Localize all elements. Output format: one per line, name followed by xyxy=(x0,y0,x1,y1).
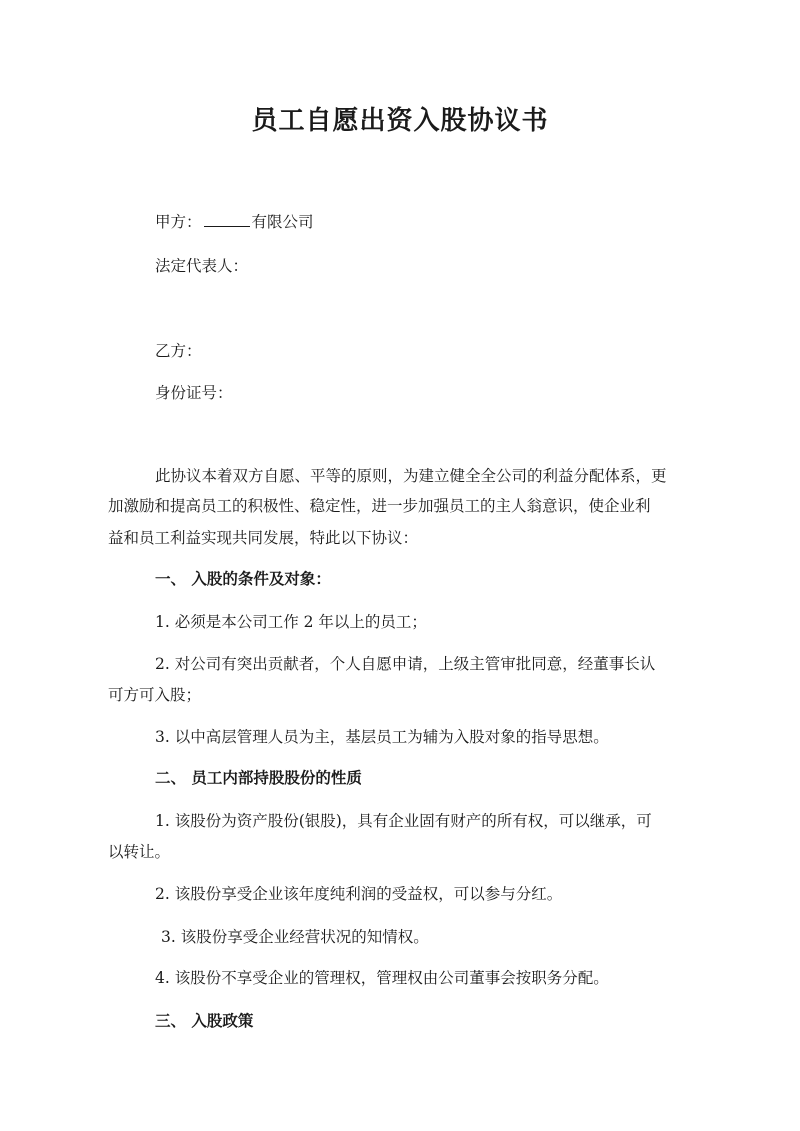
section-1-item-1: 1. 必须是本公司工作 2 年以上的员工； xyxy=(155,613,427,631)
section-1-heading: 一、 入股的条件及对象： xyxy=(155,569,331,588)
intro-line-3: 益和员工利益实现共同发展，特此以下协议： xyxy=(108,529,419,547)
section-2-item-1-line-2: 以转让。 xyxy=(108,843,171,861)
section-1-item-2-line-1: 2. 对公司有突出贡献者，个人自愿申请，上级主管审批同意，经董事长认 xyxy=(155,655,656,673)
document-title: 员工自愿出资入股协议书 xyxy=(251,106,549,136)
party-a-suffix: 有限公司 xyxy=(251,213,314,231)
section-2-heading: 二、 员工内部持股股份的性质 xyxy=(155,768,362,787)
section-2-item-4: 4. 该股份不享受企业的管理权，管理权由公司董事会按职务分配。 xyxy=(155,969,609,987)
party-a-label: 甲方： xyxy=(155,213,202,231)
section-2-item-3: 3. 该股份享受企业经营状况的知情权。 xyxy=(161,928,429,946)
intro-line-1: 此协议本着双方自愿、平等的原则，为建立健全全公司的利益分配体系，更 xyxy=(155,467,667,485)
party-a-blank xyxy=(204,212,250,227)
intro-line-2: 加激励和提高员工的积极性、稳定性，进一步加强员工的主人翁意识，使企业利 xyxy=(108,497,651,515)
legal-rep-line: 法定代表人： xyxy=(155,257,249,275)
section-2-item-1-line-1: 1. 该股份为资产股份(银股)，具有企业固有财产的所有权，可以继承，可 xyxy=(155,812,652,830)
party-a-line xyxy=(155,212,698,232)
section-2-item-2: 2. 该股份享受企业该年度纯利润的受益权，可以参与分红。 xyxy=(155,885,563,903)
section-1-item-3: 3. 以中高层管理人员为主，基层员工为辅为入股对象的指导思想。 xyxy=(155,728,609,746)
id-number-line: 身份证号： xyxy=(155,384,233,402)
section-3-heading: 三、 入股政策 xyxy=(155,1011,254,1030)
section-1-item-2-line-2: 可方可入股； xyxy=(108,686,202,704)
party-b-line: 乙方： xyxy=(155,342,202,360)
